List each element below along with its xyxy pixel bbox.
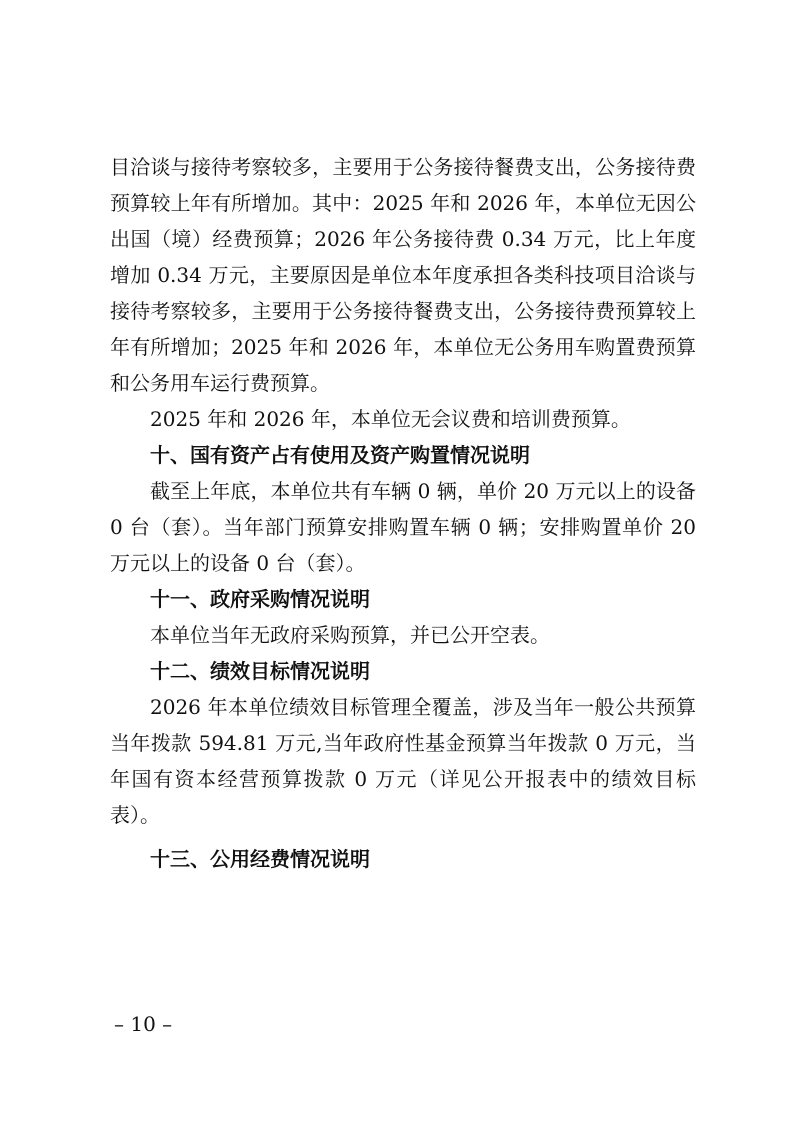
section-heading-procurement: 十一、政府采购情况说明 [150,587,370,611]
section-body-procurement: 本单位当年无政府采购预算，并已公开空表。 [150,623,550,647]
section-heading-public-funds: 十三、公用经费情况说明 [150,847,370,871]
section-body-performance: 2026 年本单位绩效目标管理全覆盖，涉及当年一般公共预算当年拨款 594.81 万元,当年政府性基金预算当年拨款 0 万元，当年国有资本经营预算拨款 0 万元（详见公开报表中的绩效目标表）。 [110,695,696,827]
section-heading-performance: 十二、绩效目标情况说明 [150,659,370,683]
continued-paragraph: 目洽谈与接待考察较多，主要用于公务接待餐费支出，公务接待费预算较上年有所增加。其中：2025 年和 2026 年，本单位无因公出国（境）经费预算；2026 年公务接待费 0.34 万元，比上年度增加 0.34 万元，主要原因是单位本年度承担各类科技项目洽谈与接待考察较多，主要用于公务接待餐费支出，公务接待费预算较上年有所增加；2025 年和 2026 年，本单位无公务用车购置费预算和公务用车运行费预算。 [110,155,696,395]
section-heading-assets: 十、国有资产占有使用及资产购置情况说明 [150,443,530,467]
section-body-assets: 截至上年底，本单位共有车辆 0 辆，单价 20 万元以上的设备 0 台（套）。当年部门预算安排购置车辆 0 辆；安排购置单价 20 万元以上的设备 0 台（套）。 [110,479,696,575]
paragraph-meeting-training: 2025 年和 2026 年，本单位无会议费和培训费预算。 [150,407,631,431]
document-body [110,149,696,877]
page-number: – 10 – [114,1012,173,1036]
